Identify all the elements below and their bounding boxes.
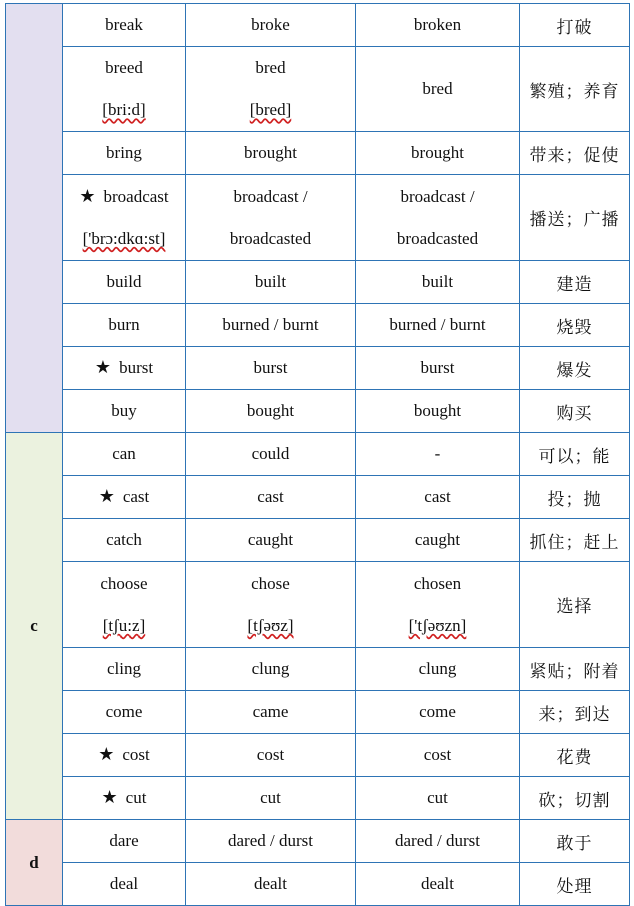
meaning-cell: 选择 xyxy=(520,562,630,648)
past-participle-cell xyxy=(356,304,520,347)
base-form-line xyxy=(63,863,185,905)
past-participle: broken xyxy=(413,15,462,34)
base-form-line xyxy=(63,734,185,776)
base-form: cost xyxy=(122,745,150,764)
base-form-cell xyxy=(63,433,186,476)
base-form: choose xyxy=(100,573,148,593)
base-form: buy xyxy=(111,401,137,420)
base-form: broadcast xyxy=(103,186,169,206)
base-form-cell xyxy=(63,691,186,734)
phonetic: [tʃu:z] xyxy=(102,615,146,635)
base-form: catch xyxy=(106,530,142,549)
meaning-cell: 购买 xyxy=(520,390,630,433)
past-participle-cell xyxy=(356,562,520,648)
past-tense: built xyxy=(254,272,287,291)
meaning-cell: 爆发 xyxy=(520,347,630,390)
phonetic: ['tʃəʊzn] xyxy=(408,615,467,635)
meaning-cell: 可以；能 xyxy=(520,433,630,476)
group-letter-cell: d xyxy=(6,820,63,906)
past-tense: caught xyxy=(247,530,294,549)
base-form: dare xyxy=(109,831,139,850)
table-row xyxy=(6,132,630,175)
base-form: cut xyxy=(125,788,147,807)
meaning-cell: 紧贴；附着 xyxy=(520,648,630,691)
past-tense: came xyxy=(252,702,289,721)
past-participle: dealt xyxy=(420,874,455,893)
table-row xyxy=(6,863,630,906)
table-row xyxy=(6,691,630,734)
base-form: cast xyxy=(122,487,150,506)
past-tense: brought xyxy=(244,143,297,162)
base-form-cell xyxy=(63,47,186,132)
table-row xyxy=(6,4,630,47)
past-tense: broke xyxy=(251,15,290,34)
base-form: can xyxy=(112,444,136,463)
meaning-cell: 砍；切割 xyxy=(520,777,630,820)
past-tense: broadcast / xyxy=(233,186,308,206)
past-tense: dared / durst xyxy=(228,831,313,850)
past-tense: cut xyxy=(260,788,281,807)
base-form: burst xyxy=(119,358,154,377)
base-form: burn xyxy=(108,315,140,334)
past-participle-cell xyxy=(356,47,520,132)
past-tense-cell xyxy=(186,476,356,519)
base-form: come xyxy=(105,702,143,721)
past-participle-cell xyxy=(356,390,520,433)
base-form-line xyxy=(63,176,185,218)
past-tense-cell xyxy=(186,820,356,863)
past-tense-cell xyxy=(186,734,356,777)
meaning-cell: 繁殖；养育 xyxy=(520,47,630,132)
past-tense: dealt xyxy=(253,874,288,893)
meaning-cell: 花费 xyxy=(520,734,630,777)
base-form-line xyxy=(63,691,185,733)
past-participle-cell xyxy=(356,734,520,777)
base-form-line xyxy=(63,476,185,518)
table-row xyxy=(6,820,630,863)
past-participle: burned / burnt xyxy=(389,315,486,334)
past-tense: burst xyxy=(253,358,288,377)
past-tense-cell xyxy=(186,433,356,476)
meaning-cell: 建造 xyxy=(520,261,630,304)
past-tense: cast xyxy=(257,487,284,506)
past-participle: brought xyxy=(411,143,464,162)
verb-table-body xyxy=(6,4,630,906)
base-form-cell xyxy=(63,562,186,648)
table-row xyxy=(6,433,630,476)
table-row xyxy=(6,261,630,304)
base-form: build xyxy=(106,272,142,291)
past-tense-cell xyxy=(186,175,356,261)
past-participle: caught xyxy=(414,530,461,549)
base-form-cell xyxy=(63,519,186,562)
past-participle-cell xyxy=(356,132,520,175)
base-form-cell xyxy=(63,476,186,519)
past-tense-cell xyxy=(186,519,356,562)
base-form: bring xyxy=(106,143,142,162)
past-participle-cell xyxy=(356,691,520,734)
base-form-line xyxy=(63,777,185,819)
table-row xyxy=(6,304,630,347)
past-participle-cell xyxy=(356,261,520,304)
base-form-cell xyxy=(63,820,186,863)
past-participle-cell xyxy=(356,347,520,390)
base-form-line xyxy=(63,820,185,862)
past-participle-cell xyxy=(356,820,520,863)
base-form-line xyxy=(63,563,185,605)
base-form-cell xyxy=(63,261,186,304)
past-participle: built xyxy=(421,272,454,291)
past-tense-cell xyxy=(186,691,356,734)
base-form-cell xyxy=(63,347,186,390)
past-tense-cell xyxy=(186,390,356,433)
base-form: break xyxy=(105,15,143,34)
past-participle: burst xyxy=(420,358,455,377)
past-participle: dared / durst xyxy=(395,831,480,850)
meaning-cell: 打破 xyxy=(520,4,630,47)
table-row xyxy=(6,519,630,562)
star-icon: ★ xyxy=(98,744,115,765)
base-form-cell xyxy=(63,777,186,820)
base-form-line xyxy=(63,4,185,46)
irregular-verbs-table xyxy=(5,3,630,906)
past-tense: bought xyxy=(246,401,295,420)
base-form-line xyxy=(63,390,185,432)
past-tense-cell xyxy=(186,4,356,47)
star-icon: ★ xyxy=(79,185,96,207)
base-form-cell xyxy=(63,175,186,261)
past-tense-alt: broadcasted xyxy=(229,228,312,248)
base-form-cell xyxy=(63,863,186,906)
past-participle-cell xyxy=(356,4,520,47)
base-form-cell xyxy=(63,132,186,175)
base-form-cell xyxy=(63,648,186,691)
past-tense-cell xyxy=(186,863,356,906)
table-row xyxy=(6,347,630,390)
phonetic: ['brɔ:dkɑ:st] xyxy=(82,228,166,248)
meaning-cell: 烧毁 xyxy=(520,304,630,347)
past-participle-cell xyxy=(356,476,520,519)
past-tense-cell xyxy=(186,304,356,347)
past-participle: broadcast / xyxy=(400,186,475,206)
base-form-line xyxy=(63,347,185,389)
base-form-line xyxy=(63,433,185,475)
past-participle-alt: broadcasted xyxy=(396,228,479,248)
table-row xyxy=(6,734,630,777)
past-tense: could xyxy=(251,444,290,463)
past-tense: clung xyxy=(251,659,290,678)
phonetic: [bri:d] xyxy=(102,100,146,119)
star-icon: ★ xyxy=(94,357,112,378)
past-participle: - xyxy=(434,444,441,463)
past-participle: bred xyxy=(422,79,453,98)
past-tense-cell xyxy=(186,648,356,691)
star-icon: ★ xyxy=(101,787,118,808)
past-participle-cell xyxy=(356,777,520,820)
past-tense: burned / burnt xyxy=(222,315,319,334)
past-participle-cell xyxy=(356,175,520,261)
table-row xyxy=(6,562,630,648)
past-tense-cell xyxy=(186,347,356,390)
past-tense: bred xyxy=(255,58,286,77)
table-row xyxy=(6,175,630,261)
past-participle: chosen xyxy=(413,573,462,593)
base-form-line xyxy=(63,519,185,561)
past-tense-cell xyxy=(186,261,356,304)
past-participle: clung xyxy=(418,659,457,678)
past-tense-cell xyxy=(186,47,356,132)
base-form-cell xyxy=(63,390,186,433)
past-participle-cell xyxy=(356,433,520,476)
table-row xyxy=(6,476,630,519)
past-participle-cell xyxy=(356,863,520,906)
meaning-cell: 投；抛 xyxy=(520,476,630,519)
base-form-line xyxy=(63,648,185,690)
base-form-line xyxy=(63,47,185,89)
past-tense: cost xyxy=(256,745,285,764)
base-form: breed xyxy=(105,58,143,77)
past-participle: cut xyxy=(427,788,448,807)
past-participle: cast xyxy=(424,487,451,506)
base-form-line xyxy=(63,304,185,346)
star-icon: ★ xyxy=(98,486,115,507)
base-form: deal xyxy=(109,874,139,893)
past-participle: cost xyxy=(423,745,452,764)
past-participle: bought xyxy=(413,401,462,420)
meaning-cell: 来；到达 xyxy=(520,691,630,734)
table-row xyxy=(6,47,630,132)
phonetic: [bred] xyxy=(249,100,292,119)
past-participle-cell xyxy=(356,648,520,691)
past-tense-cell xyxy=(186,777,356,820)
base-form-cell xyxy=(63,304,186,347)
group-letter-cell xyxy=(6,4,63,433)
phonetic: [tʃəʊz] xyxy=(247,615,294,635)
table-row xyxy=(6,648,630,691)
base-form: cling xyxy=(107,659,141,678)
meaning-cell: 敢于 xyxy=(520,820,630,863)
past-tense-cell xyxy=(186,132,356,175)
past-participle-cell xyxy=(356,519,520,562)
meaning-cell: 抓住；赶上 xyxy=(520,519,630,562)
meaning-cell: 播送；广播 xyxy=(520,175,630,261)
group-letter-cell: c xyxy=(6,433,63,820)
base-form-line xyxy=(63,261,185,303)
base-form-cell xyxy=(63,734,186,777)
past-tense-cell xyxy=(186,562,356,648)
table-row xyxy=(6,390,630,433)
past-tense: chose xyxy=(251,573,290,593)
table-row xyxy=(6,777,630,820)
past-participle: come xyxy=(419,702,456,721)
meaning-cell: 带来；促使 xyxy=(520,132,630,175)
meaning-cell: 处理 xyxy=(520,863,630,906)
base-form-line xyxy=(63,132,185,174)
base-form-cell xyxy=(63,4,186,47)
